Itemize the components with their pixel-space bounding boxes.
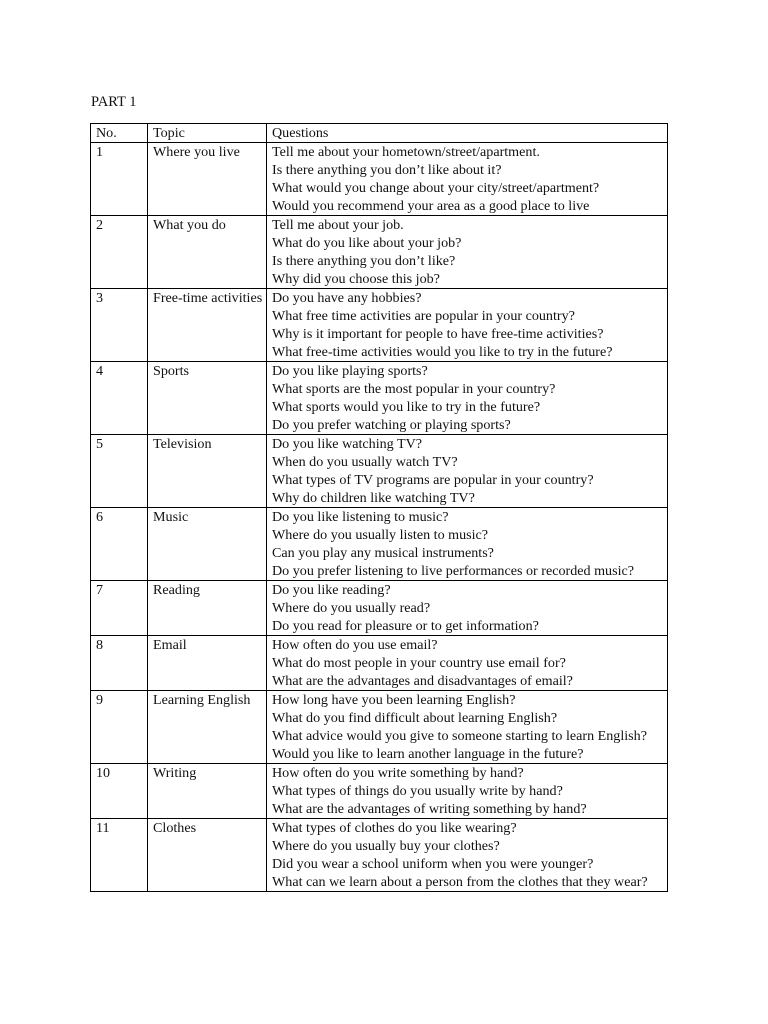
- question-line: Would you recommend your area as a good place to live: [272, 198, 590, 214]
- question-line: What do most people in your country use email for?: [272, 655, 566, 671]
- row-questions: [267, 435, 668, 508]
- table-row: [91, 362, 668, 435]
- topic-text: Sports: [153, 363, 190, 379]
- row-topic: [148, 581, 267, 636]
- row-number: 4: [91, 362, 148, 435]
- question-line: Where do you usually buy your clothes?: [272, 838, 500, 854]
- question-line: Do you like listening to music?: [272, 509, 449, 525]
- question-line: What free-time activities would you like to try in the future?: [272, 344, 613, 360]
- table-row: [91, 289, 668, 362]
- question-line: What would you change about your city/street/apartment?: [272, 180, 600, 196]
- table-row: [91, 636, 668, 691]
- row-number: 3: [91, 289, 148, 362]
- table-row: [91, 691, 668, 764]
- table-row: [91, 764, 668, 819]
- row-questions: [267, 289, 668, 362]
- row-topic: [148, 435, 267, 508]
- row-topic: [148, 764, 267, 819]
- topic-text: Clothes: [153, 820, 197, 836]
- topic-text: Learning English: [153, 692, 251, 708]
- question-line: Is there anything you don’t like?: [272, 253, 456, 269]
- row-topic: [148, 362, 267, 435]
- topic-text: What you do: [153, 217, 226, 233]
- question-line: Do you prefer watching or playing sports?: [272, 417, 511, 433]
- question-line: Where do you usually read?: [272, 600, 431, 616]
- row-questions: [267, 819, 668, 892]
- row-questions: [267, 362, 668, 435]
- topic-text: Email: [153, 637, 187, 653]
- question-line: Is there anything you don’t like about it?: [272, 162, 502, 178]
- question-line: What types of clothes do you like wearing?: [272, 820, 517, 836]
- row-questions: [267, 143, 668, 216]
- topic-text: Where you live: [153, 144, 240, 160]
- question-line: What can we learn about a person from the clothes that they wear?: [272, 874, 648, 890]
- question-line: What are the advantages of writing something by hand?: [272, 801, 587, 817]
- question-line: How often do you use email?: [272, 637, 438, 653]
- question-line: Why did you choose this job?: [272, 271, 440, 287]
- question-line: What are the advantages and disadvantages of email?: [272, 673, 573, 689]
- question-line: How long have you been learning English?: [272, 692, 516, 708]
- questions-table: [90, 123, 668, 892]
- row-topic: [148, 508, 267, 581]
- row-number: 10: [91, 764, 148, 819]
- topic-text: Writing: [153, 765, 197, 781]
- row-number: 11: [91, 819, 148, 892]
- row-number: 2: [91, 216, 148, 289]
- row-questions: [267, 508, 668, 581]
- question-line: Do you like watching TV?: [272, 436, 423, 452]
- question-line: Why is it important for people to have free-time activities?: [272, 326, 604, 342]
- row-topic: [148, 636, 267, 691]
- question-line: Do you read for pleasure or to get information?: [272, 618, 539, 634]
- topic-text: Reading: [153, 582, 200, 598]
- table-row: [91, 143, 668, 216]
- row-number: 5: [91, 435, 148, 508]
- question-line: When do you usually watch TV?: [272, 454, 458, 470]
- row-questions: [267, 764, 668, 819]
- table-row: [91, 819, 668, 892]
- row-questions: [267, 581, 668, 636]
- row-topic: [148, 143, 267, 216]
- question-line: Where do you usually listen to music?: [272, 527, 489, 543]
- table-header-row: [91, 124, 668, 143]
- question-line: What do you like about your job?: [272, 235, 462, 251]
- question-line: How often do you write something by hand?: [272, 765, 524, 781]
- question-line: What advice would you give to someone starting to learn English?: [272, 728, 647, 744]
- table-body: [91, 143, 668, 892]
- topic-text: Television: [153, 436, 212, 452]
- row-questions: [267, 636, 668, 691]
- question-line: Can you play any musical instruments?: [272, 545, 494, 561]
- question-line: Would you like to learn another language in the future?: [272, 746, 584, 762]
- header-no: No.: [91, 124, 148, 143]
- part-heading: PART 1: [91, 94, 137, 110]
- question-line: What do you find difficult about learning English?: [272, 710, 558, 726]
- row-number: 9: [91, 691, 148, 764]
- row-questions: [267, 691, 668, 764]
- row-topic: [148, 289, 267, 362]
- row-number: 8: [91, 636, 148, 691]
- row-number: 6: [91, 508, 148, 581]
- question-line: What free time activities are popular in your country?: [272, 308, 575, 324]
- question-line: Tell me about your job.: [272, 217, 404, 233]
- header-topic: Topic: [148, 124, 267, 143]
- row-number: 7: [91, 581, 148, 636]
- question-line: Do you prefer listening to live performances or recorded music?: [272, 563, 634, 579]
- topic-text: Music: [153, 509, 189, 525]
- row-questions: [267, 216, 668, 289]
- question-line: Do you like reading?: [272, 582, 391, 598]
- question-line: Tell me about your hometown/street/apartment.: [272, 144, 540, 160]
- topic-text: Free-time activities: [153, 290, 263, 306]
- question-line: What sports would you like to try in the future?: [272, 399, 541, 415]
- row-topic: [148, 691, 267, 764]
- row-topic: [148, 216, 267, 289]
- table-row: [91, 216, 668, 289]
- question-line: Did you wear a school uniform when you were younger?: [272, 856, 594, 872]
- table-row: [91, 508, 668, 581]
- question-line: What sports are the most popular in your country?: [272, 381, 556, 397]
- row-number: 1: [91, 143, 148, 216]
- row-topic: [148, 819, 267, 892]
- question-line: What types of things do you usually write by hand?: [272, 783, 563, 799]
- question-line: Do you like playing sports?: [272, 363, 428, 379]
- question-line: Why do children like watching TV?: [272, 490, 475, 506]
- table-row: [91, 435, 668, 508]
- question-line: Do you have any hobbies?: [272, 290, 422, 306]
- header-questions: Questions: [267, 124, 668, 143]
- table-row: [91, 581, 668, 636]
- question-line: What types of TV programs are popular in your country?: [272, 472, 594, 488]
